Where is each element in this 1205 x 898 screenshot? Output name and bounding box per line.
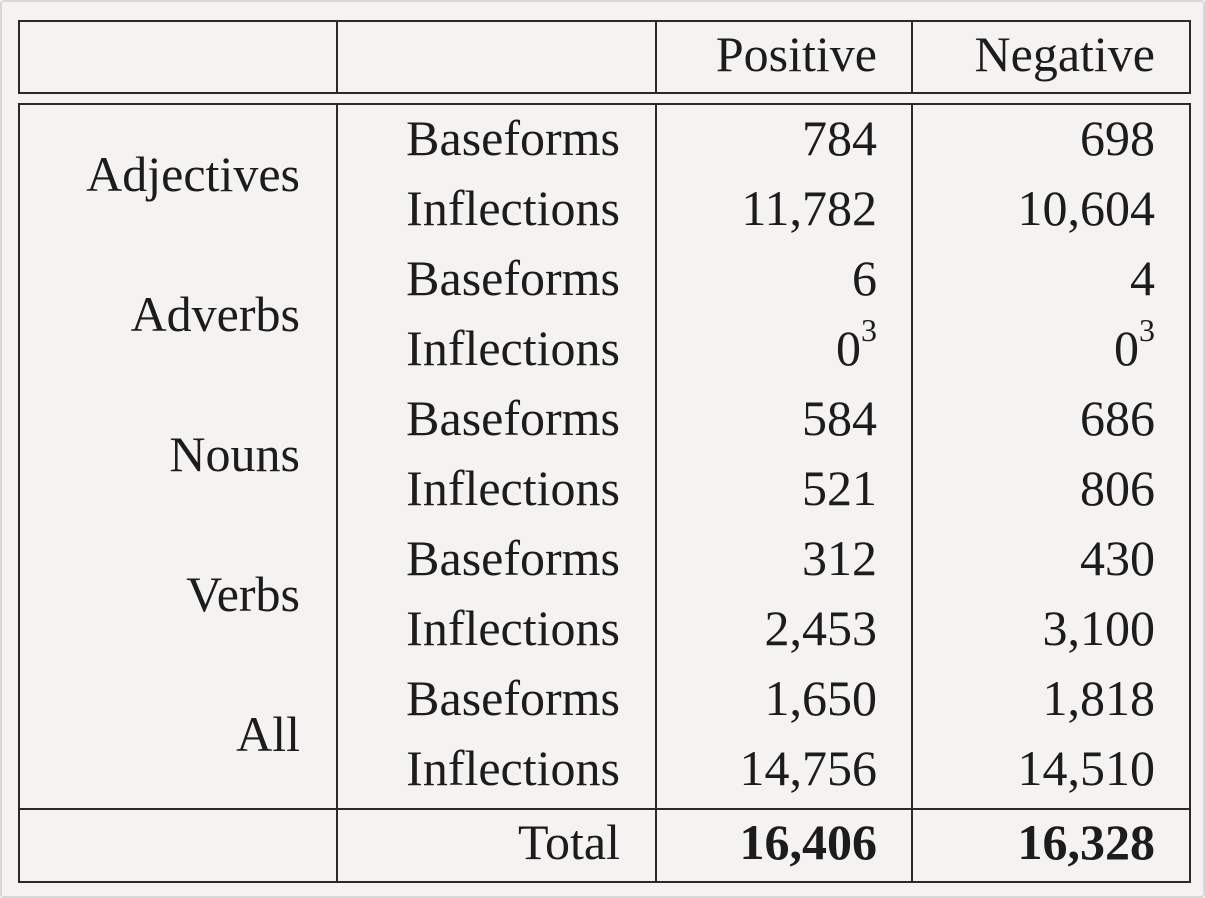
negative-value: 14,510 — [1017, 740, 1155, 796]
rule-v-1-body — [336, 103, 338, 883]
positive-value: 2,453 — [764, 600, 877, 656]
rule-v-3-body — [911, 103, 913, 883]
positive-value: 584 — [802, 390, 877, 446]
rule-v-left-header — [18, 20, 20, 94]
positive-value: 1,650 — [764, 670, 877, 726]
positive-value: 0$^3$ — [836, 312, 877, 376]
group-label-adverbs: Adverbs — [130, 286, 300, 342]
positive-value: 312 — [802, 530, 877, 586]
footnote-marker: 3 — [861, 312, 877, 349]
rule-total-top — [18, 808, 1191, 810]
negative-value: 686 — [1080, 390, 1155, 446]
row-type: Inflections — [406, 600, 620, 656]
row-type: Baseforms — [406, 670, 620, 726]
negative-value: 698 — [1080, 110, 1155, 166]
rule-v-left-body — [18, 103, 20, 883]
group-label-verbs: Verbs — [186, 566, 300, 622]
rule-v-3-header — [911, 20, 913, 94]
rule-header-bottom — [18, 92, 1191, 94]
header-negative: Negative — [974, 26, 1155, 82]
rule-v-right-body — [1189, 103, 1191, 883]
rule-v-2-body — [655, 103, 657, 883]
row-type: Inflections — [406, 320, 620, 376]
positive-value: 521 — [802, 460, 877, 516]
footnote-marker: 3 — [1139, 312, 1155, 349]
group-label-nouns: Nouns — [169, 426, 300, 482]
rule-v-right-header — [1189, 20, 1191, 94]
row-type: Inflections — [406, 740, 620, 796]
positive-value: 14,756 — [739, 740, 877, 796]
row-type: Baseforms — [406, 110, 620, 166]
rule-v-1-header — [336, 20, 338, 94]
rule-body-top — [18, 103, 1191, 105]
total-positive: 16,406 — [739, 814, 877, 870]
positive-value: 784 — [802, 110, 877, 166]
negative-value: 0$^3$ — [1114, 312, 1155, 376]
negative-value: 430 — [1080, 530, 1155, 586]
group-label-all: All — [236, 706, 300, 762]
total-label: Total — [517, 814, 620, 870]
row-type: Baseforms — [406, 530, 620, 586]
negative-value: 10,604 — [1017, 180, 1155, 236]
row-type: Baseforms — [406, 250, 620, 306]
rule-bottom — [18, 881, 1191, 883]
negative-value: 806 — [1080, 460, 1155, 516]
row-type: Inflections — [406, 180, 620, 236]
negative-value: 1,818 — [1042, 670, 1155, 726]
negative-value: 3,100 — [1042, 600, 1155, 656]
header-positive: Positive — [715, 26, 877, 82]
positive-value: 11,782 — [741, 180, 877, 236]
total-negative: 16,328 — [1017, 814, 1155, 870]
row-type: Inflections — [406, 460, 620, 516]
negative-value: 4 — [1130, 250, 1155, 306]
row-type: Baseforms — [406, 390, 620, 446]
rule-top — [18, 20, 1191, 22]
rule-v-2-header — [655, 20, 657, 94]
positive-value: 6 — [852, 250, 877, 306]
group-label-adjectives: Adjectives — [86, 146, 300, 202]
